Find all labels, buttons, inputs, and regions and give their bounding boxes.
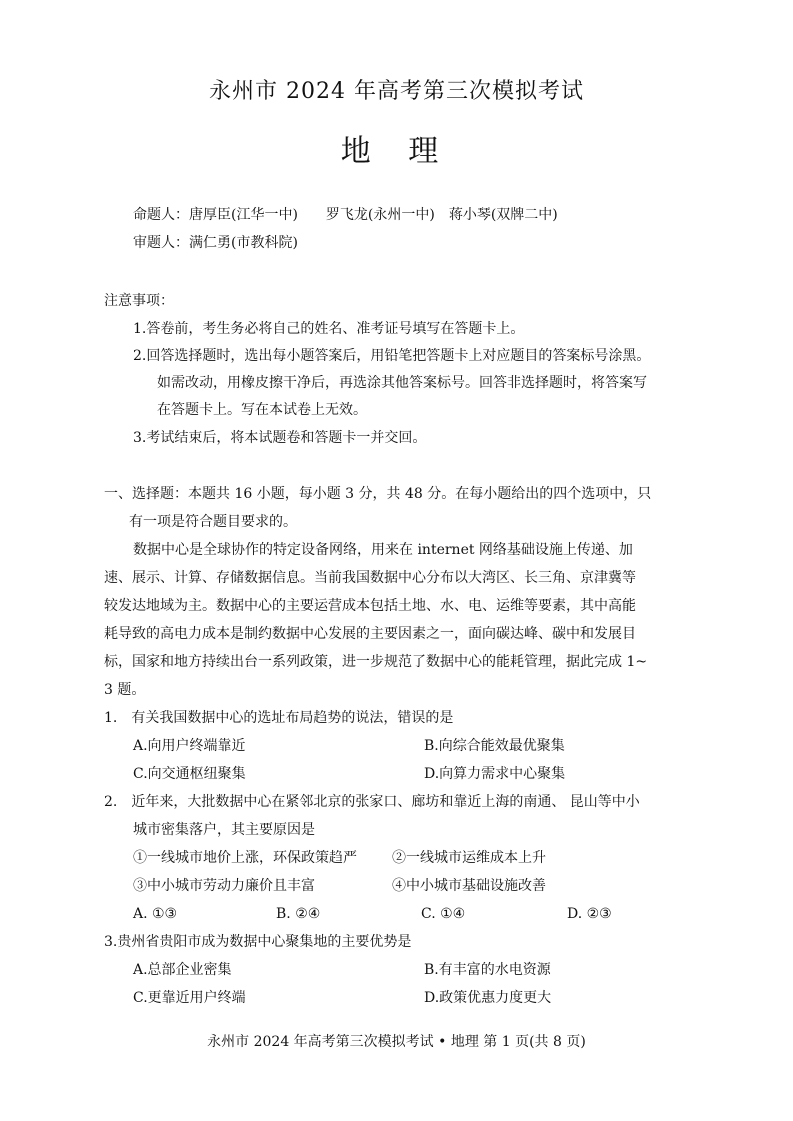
- passage-line-6: 3 题。: [104, 682, 146, 698]
- notice-item-2-cont: 如需改动，用橡皮擦干净后，再选涂其他答案标号。回答非选择题时，将答案写: [157, 375, 647, 391]
- question-1-option-d: D.向算力需求中心聚集: [424, 766, 566, 782]
- question-1-stem: 1. 有关我国数据中心的选址布局趋势的说法，错误的是: [104, 710, 454, 726]
- question-2-statement-3: ③中小城市劳动力廉价且丰富: [133, 878, 315, 894]
- question-1-option-c: C.向交通枢纽聚集: [133, 766, 246, 782]
- question-3-option-a: A.总部企业密集: [133, 962, 232, 978]
- notice-item-1: 1.答卷前，考生务必将自己的姓名、准考证号填写在答题卡上。: [133, 321, 525, 337]
- notice-item-2: 2.回答选择题时，选出每小题答案后，用铅笔把答题卡上对应题目的答案标号涂黑。: [133, 348, 651, 364]
- question-2-option-c: C. ①④: [421, 906, 466, 922]
- question-3-option-b: B.有丰富的水电资源: [424, 962, 551, 978]
- section-heading-cont: 有一项是符合题目要求的。: [129, 514, 297, 530]
- page-footer: 永州市 2024 年高考第三次模拟考试 • 地理 第 1 页(共 8 页): [207, 1034, 586, 1050]
- question-2-option-b: B. ②④: [276, 906, 321, 922]
- question-2-statement-2: ②一线城市运维成本上升: [392, 850, 546, 866]
- notice-item-3: 3.考试结束后，将本试题卷和答题卡一并交回。: [133, 430, 427, 446]
- question-2-stem: 2. 近年来，大批数据中心在紧邻北京的张家口、廊坊和靠近上海的南通、 昆山等中小: [104, 794, 640, 810]
- subject-title: 地 理: [340, 134, 453, 169]
- passage-line-1: 数据中心是全球协作的特定设备网络，用来在 internet 网络基础设施上传递、加: [133, 542, 633, 558]
- setters-line: 命题人：唐厚臣(江华一中) 罗飞龙(永州一中) 蒋小琴(双牌二中): [133, 207, 558, 223]
- section-heading: 一、选择题：本题共 16 小题，每小题 3 分，共 48 分。在每小题给出的四个选项中，只: [104, 486, 652, 502]
- reviewer-line: 审题人：满仁勇(市教科院): [133, 235, 298, 251]
- notice-heading: 注意事项：: [104, 293, 174, 309]
- question-3-option-d: D.政策优惠力度更大: [424, 990, 552, 1006]
- passage-line-4: 耗导致的高电力成本是制约数据中心发展的主要因素之一，面向碳达峰、碳中和发展目: [104, 626, 636, 642]
- notice-item-2-cont2: 在答题卡上。写在本试卷上无效。: [157, 402, 367, 418]
- question-2-statement-1: ①一线城市地价上涨，环保政策趋严: [133, 850, 357, 866]
- question-2-statement-4: ④中小城市基础设施改善: [392, 878, 546, 894]
- exam-title: 永州市 2024 年高考第三次模拟考试: [209, 79, 584, 104]
- question-1-option-b: B.向综合能效最优聚集: [424, 738, 565, 754]
- question-2-stem-cont: 城市密集落户，其主要原因是: [133, 822, 315, 838]
- passage-line-3: 较发达地域为主。数据中心的主要运营成本包括土地、水、电、运维等要素，其中高能: [104, 598, 636, 614]
- passage-line-2: 速、展示、计算、存储数据信息。当前我国数据中心分布以大湾区、长三角、京津冀等: [104, 570, 636, 586]
- question-2-option-a: A. ①③: [133, 906, 178, 922]
- question-1-option-a: A.向用户终端靠近: [133, 738, 246, 754]
- question-2-option-d: D. ②③: [567, 906, 612, 922]
- question-3-option-c: C.更靠近用户终端: [133, 990, 246, 1006]
- passage-line-5: 标，国家和地方持续出台一系列政策，进一步规范了数据中心的能耗管理，据此完成 1~: [104, 654, 648, 670]
- question-3-stem: 3.贵州省贵阳市成为数据中心聚集地的主要优势是: [104, 934, 412, 950]
